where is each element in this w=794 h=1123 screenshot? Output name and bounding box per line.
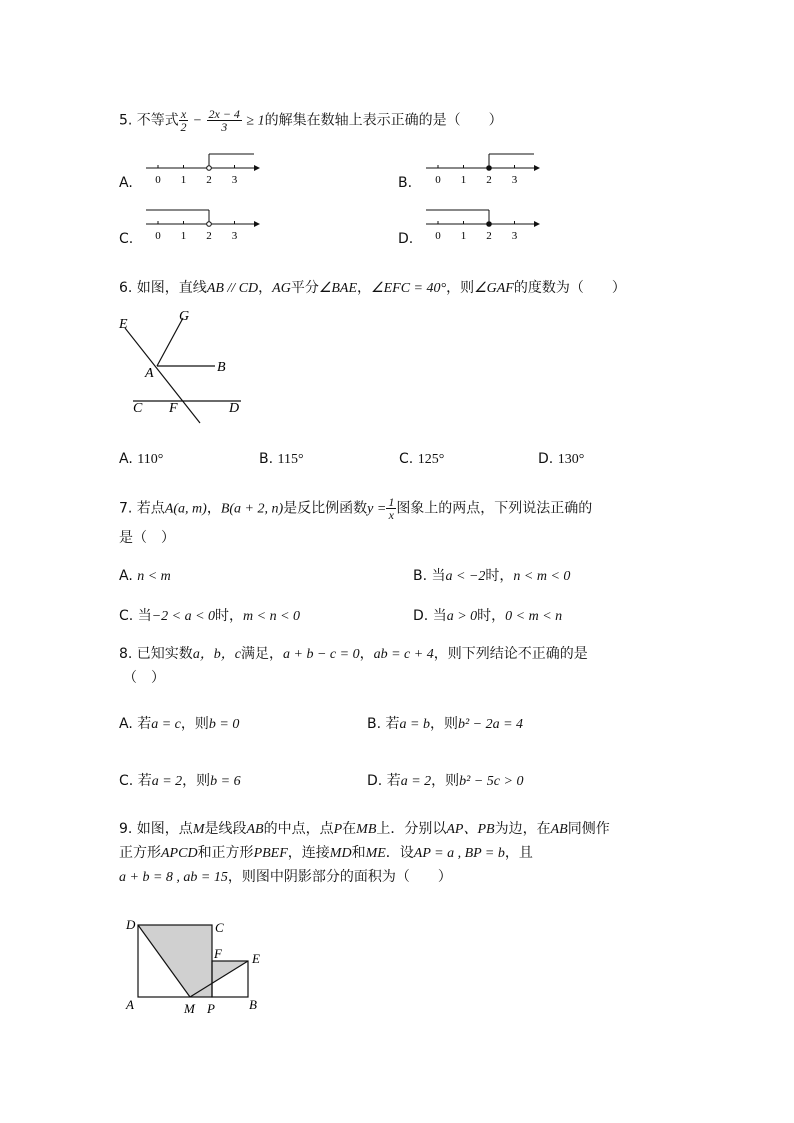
q6-label-c: C (133, 401, 143, 416)
q9-stem-line1: 9. 如图，点M是线段AB的中点，点P在MB上．分别以AP、PB为边，在AB同侧作 (119, 821, 610, 837)
tick-label: 3 (511, 230, 518, 242)
q9-figure (124, 917, 274, 1017)
q8-option-b[interactable]: B. 若a = b，则b² − 2a = 4 (367, 716, 524, 732)
closed-point (487, 222, 492, 227)
axis-arrow (254, 221, 260, 227)
tick-label: 2 (486, 230, 492, 242)
tick-label: 1 (180, 230, 187, 242)
tick-label: 1 (180, 174, 187, 186)
q9-label-e: E (252, 951, 260, 966)
q5-option-a-label[interactable]: A. (119, 175, 133, 191)
q6-label-f: F (169, 401, 178, 416)
tick-label: 3 (511, 174, 518, 186)
q6-label-b: B (217, 360, 226, 375)
q5-number-line-d (420, 204, 540, 244)
tick-label: 0 (155, 230, 161, 242)
q5-frac2: $\frac{2x - 4}{3}$ (208, 107, 240, 134)
q9-label-a: A (126, 997, 134, 1012)
q5-number-line-a (140, 148, 260, 188)
q9-label-p: P (207, 1001, 215, 1016)
q9-stem-line3: a + b = 8 , ab = 15，则图中阴影部分的面积为（ ） (119, 869, 452, 885)
q6-option-a[interactable]: A. 110° (119, 451, 164, 467)
q7-option-a[interactable]: A. n < m (119, 568, 171, 584)
q6-label-e: E (119, 317, 128, 332)
q6-figure (115, 308, 255, 428)
q6-option-d[interactable]: D. 130° (538, 451, 585, 467)
q5-number-line-b (420, 148, 540, 188)
tick-label: 2 (206, 230, 212, 242)
q5-stem: 5. 不等式 $\frac{x}{2}$ − $\frac{2x - 4}{3}$ ≥ 1的解集在数轴上表示正确的是（ ） (119, 107, 503, 134)
q7-stem-line2: 是（ ） (119, 530, 175, 546)
q5-option-c-label[interactable]: C. (119, 231, 134, 247)
q6-label-a: A (145, 366, 154, 381)
axis-arrow (254, 165, 260, 171)
q9-label-d: D (126, 917, 136, 932)
q5-number-line-c (140, 204, 260, 244)
q9-label-f: F (214, 946, 222, 961)
tick-label: 0 (435, 174, 441, 186)
open-point (207, 166, 212, 171)
q8-stem: 8. 已知实数a，b，c满足，a + b − c = 0，ab = c + 4，则下列结论不正确的是 (119, 646, 588, 662)
q8-option-a[interactable]: A. 若a = c，则b = 0 (119, 716, 240, 732)
q6-label-d: D (229, 401, 240, 416)
q5-option-b-label[interactable]: B. (398, 175, 413, 191)
axis-arrow (534, 165, 540, 171)
q7-option-c[interactable]: C. 当−2 < a < 0时，m < n < 0 (119, 608, 301, 624)
tick-label: 2 (486, 174, 492, 186)
closed-point (487, 166, 492, 171)
q7-stem: 7. 若点A(a, m)，B(a + 2, n)是反比例函数y = $\frac{1}{x}$ 图象上的两点，下列说法正确的 (119, 495, 593, 522)
tick-label: 3 (231, 174, 238, 186)
q9-stem-line2: 正方形APCD和正方形PBEF，连接MD和ME．设AP = a , BP = b，且 (119, 845, 533, 861)
tick-label: 3 (231, 230, 238, 242)
q7-option-b[interactable]: B. 当a < −2时，n < m < 0 (413, 568, 571, 584)
tick-label: 0 (155, 174, 161, 186)
q8-option-c[interactable]: C. 若a = 2，则b = 6 (119, 773, 241, 789)
axis-arrow (534, 221, 540, 227)
tick-label: 1 (460, 230, 467, 242)
q6-option-b[interactable]: B. 115° (259, 451, 304, 467)
q7-func-frac: $\frac{1}{x}$ (388, 495, 395, 522)
q5-option-d-label[interactable]: D. (398, 231, 414, 247)
q5-frac1: $\frac{x}{2}$ (180, 107, 187, 134)
q6-label-g: G (179, 309, 190, 324)
q8-stem-line2: （ ） (123, 670, 165, 686)
q9-label-b: B (249, 997, 257, 1012)
q6-stem: 6. 如图，直线AB // CD，AG平分∠BAE，∠EFC = 40°，则∠GAF的度数为（ ） (119, 280, 626, 296)
q9-label-c: C (215, 920, 224, 935)
open-point (207, 222, 212, 227)
q6-option-c[interactable]: C. 125° (399, 451, 445, 467)
q7-option-d[interactable]: D. 当a > 0时，0 < m < n (413, 608, 563, 624)
tick-label: 2 (206, 174, 212, 186)
q8-option-d[interactable]: D. 若a = 2，则b² − 5c > 0 (367, 773, 524, 789)
tick-label: 0 (435, 230, 441, 242)
tick-label: 1 (460, 174, 467, 186)
q9-label-m: M (184, 1001, 195, 1016)
